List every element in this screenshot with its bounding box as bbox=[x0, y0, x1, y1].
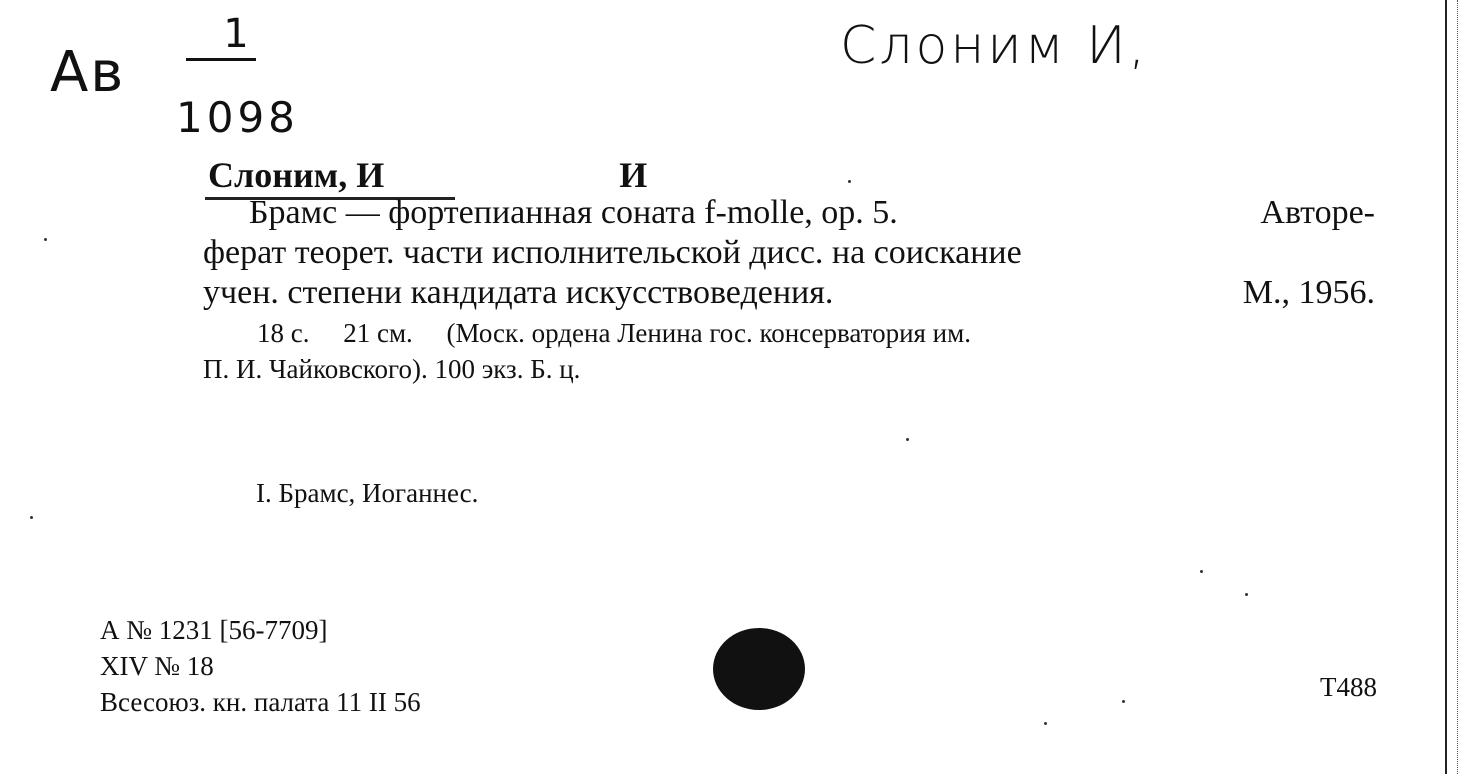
description-line-1-text: Брамс — фортепианная соната f-molle, ор. 5. bbox=[249, 194, 898, 231]
title-description bbox=[203, 193, 1375, 313]
description-line-3-text: учен. степени кандидата искусствоведения. bbox=[203, 274, 834, 311]
record-info bbox=[100, 612, 421, 720]
author-name: Слоним, И bbox=[208, 155, 385, 195]
handwritten-author: Слоним И, bbox=[840, 16, 1149, 76]
speck bbox=[30, 516, 33, 519]
punch-hole bbox=[713, 628, 805, 710]
shelfmark-denominator: 1098 bbox=[176, 93, 299, 142]
speck bbox=[1245, 593, 1248, 596]
speck bbox=[1122, 700, 1125, 703]
physical-line-2: П. И. Чайковского). 100 экз. Б. ц. bbox=[203, 354, 581, 384]
speck bbox=[44, 238, 47, 241]
physical-description bbox=[203, 315, 1375, 387]
physical-line-1: 18 с. 21 см. (Моск. ордена Ленина гос. консерватория им. bbox=[257, 318, 971, 348]
author-heading bbox=[208, 154, 647, 196]
description-line-3 bbox=[203, 273, 1375, 313]
description-line-1-end: Авторе- bbox=[1260, 194, 1375, 231]
speck bbox=[906, 438, 909, 441]
description-line-2: ферат теорет. части исполнительской дисс. на соискание bbox=[203, 234, 1022, 271]
record-series: XIV № 18 bbox=[100, 651, 214, 681]
description-line-1 bbox=[203, 193, 1375, 233]
shelfmark-numerator: 1 bbox=[223, 11, 249, 57]
record-chamber: Всесоюз. кн. палата 11 II 56 bbox=[100, 687, 421, 717]
card-edge bbox=[1445, 0, 1458, 774]
record-number: А № 1231 [56-7709] bbox=[100, 615, 328, 645]
shelfmark-prefix: Ав bbox=[50, 40, 126, 105]
imprint: М., 1956. bbox=[1242, 274, 1375, 311]
speck bbox=[1044, 722, 1047, 725]
fraction-bar bbox=[186, 58, 256, 61]
print-code: T488 bbox=[1320, 672, 1377, 702]
speck bbox=[1200, 570, 1203, 573]
shelfmark-fraction bbox=[176, 11, 299, 142]
speck bbox=[848, 180, 851, 183]
subject-tracing: I. Брамс, Иоганнес. bbox=[256, 478, 479, 508]
author-initial: И bbox=[619, 155, 648, 195]
